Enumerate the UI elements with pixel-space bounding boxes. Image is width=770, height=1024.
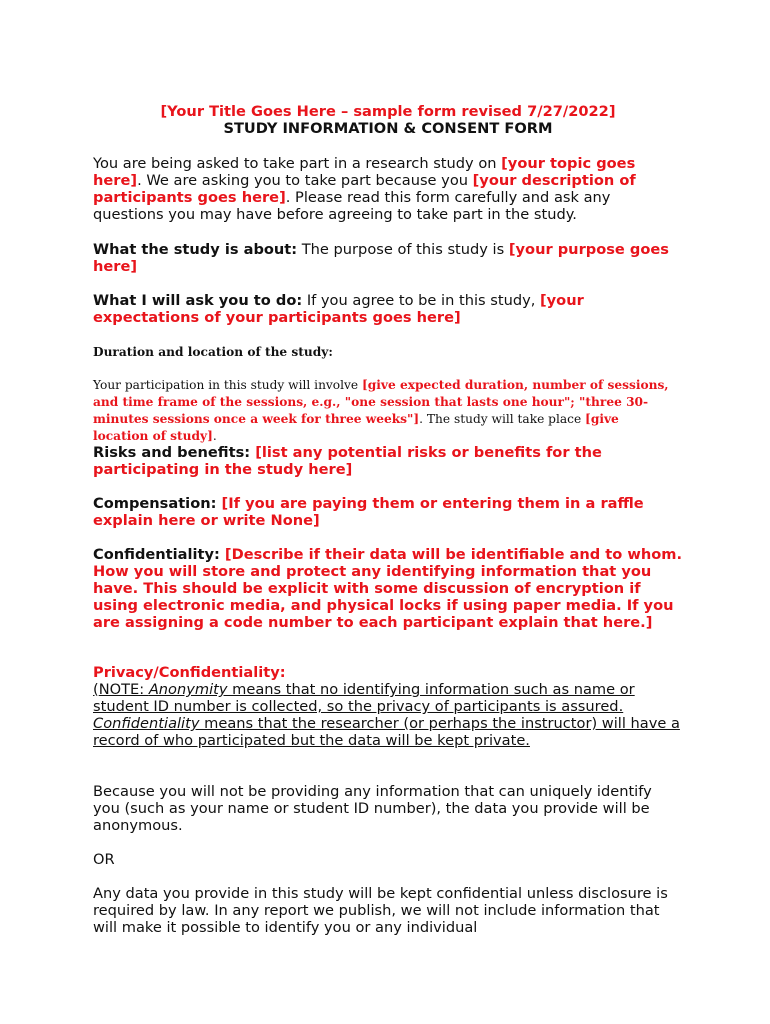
note-text: means that the researcher (or perhaps the instructor) will have a record of who participated but the data will be kept private. [93, 715, 680, 749]
section-text: The purpose of this study is [297, 241, 509, 258]
compensation-paragraph [93, 495, 683, 529]
purpose-placeholder: [your purpose goes here] [93, 241, 669, 275]
section-label: What I will ask you to do: [93, 292, 303, 309]
section-label: Risks and benefits: [93, 444, 251, 461]
confidentiality-term: Confidentiality [93, 715, 200, 732]
section-label: Compensation: [93, 495, 217, 512]
anonymous-paragraph: Because you will not be providing any information that can uniquely identify you (such as your name or student ID number), the data you provide will be anonymous. [93, 783, 652, 834]
section-label: What the study is about: [93, 241, 298, 258]
intro-paragraph [93, 155, 683, 223]
title-line: [Your Title Goes Here – sample form revised 7/27/2022] [160, 103, 616, 120]
ask-paragraph [93, 292, 683, 326]
description-placeholder: [your description of participants goes here] [93, 172, 636, 206]
confidentiality-placeholder: [Describe if their data will be identifiable and to whom. How you will store and protect any identifying information that you have. This should be explicit with some discussion of encryption if using electronic media, and physical locks if using paper media. If you are assigning a code number to each participant explain that here.] [93, 546, 683, 631]
note-text: ( [93, 681, 99, 698]
risks-paragraph [93, 444, 683, 478]
topic-placeholder: [your topic goes here] [93, 155, 636, 189]
intro-text: . We are asking you to take part because you [137, 172, 473, 189]
document-title [93, 103, 683, 137]
confidential-paragraph: Any data you provide in this study will be kept confidential unless disclosure is required by law. In any report we publish, we will not include information that will make it possible to identify you or any individual [93, 885, 668, 936]
or-text: OR [93, 851, 115, 868]
duration-placeholder: [give expected duration, number of sessions, and time frame of the sessions, e.g., "one session that lasts one hour"; "three 30-minutes sessions once a week for three weeks"] [93, 378, 669, 426]
note-text: means that no identifying information such as name or student ID number is collected, so the privacy of participants is assured. [93, 681, 635, 715]
expectations-placeholder: [your expectations of your participants goes here] [93, 292, 584, 326]
compensation-placeholder: [If you are paying them or entering them in a raffle explain here or write None] [93, 495, 644, 529]
risks-placeholder: [list any potential risks or benefits for the participating in the study here] [93, 444, 602, 478]
study-about-paragraph [93, 241, 683, 275]
section-label: Confidentiality: [93, 546, 220, 563]
privacy-heading: Privacy/Confidentiality: [93, 664, 286, 681]
section-text: If you agree to be in this study, [302, 292, 540, 309]
privacy-note-paragraph [93, 681, 683, 749]
duration-paragraph [93, 377, 678, 445]
confidentiality-paragraph [93, 546, 683, 631]
duration-text: . The study will take place [419, 412, 586, 426]
anonymity-term: Anonymity [148, 681, 228, 698]
duration-text: . [212, 429, 217, 443]
intro-text: . Please read this form carefully and ask any questions you may have before agreeing to take part in the study. [93, 189, 611, 223]
note-label: NOTE: [98, 681, 149, 698]
duration-text: Your participation in this study will involve [93, 378, 363, 392]
form-heading: STUDY INFORMATION & CONSENT FORM [223, 120, 553, 137]
duration-heading: Duration and location of the study: [93, 345, 333, 359]
intro-text: You are being asked to take part in a research study on [93, 155, 502, 172]
location-placeholder: [give location of study] [93, 412, 619, 443]
